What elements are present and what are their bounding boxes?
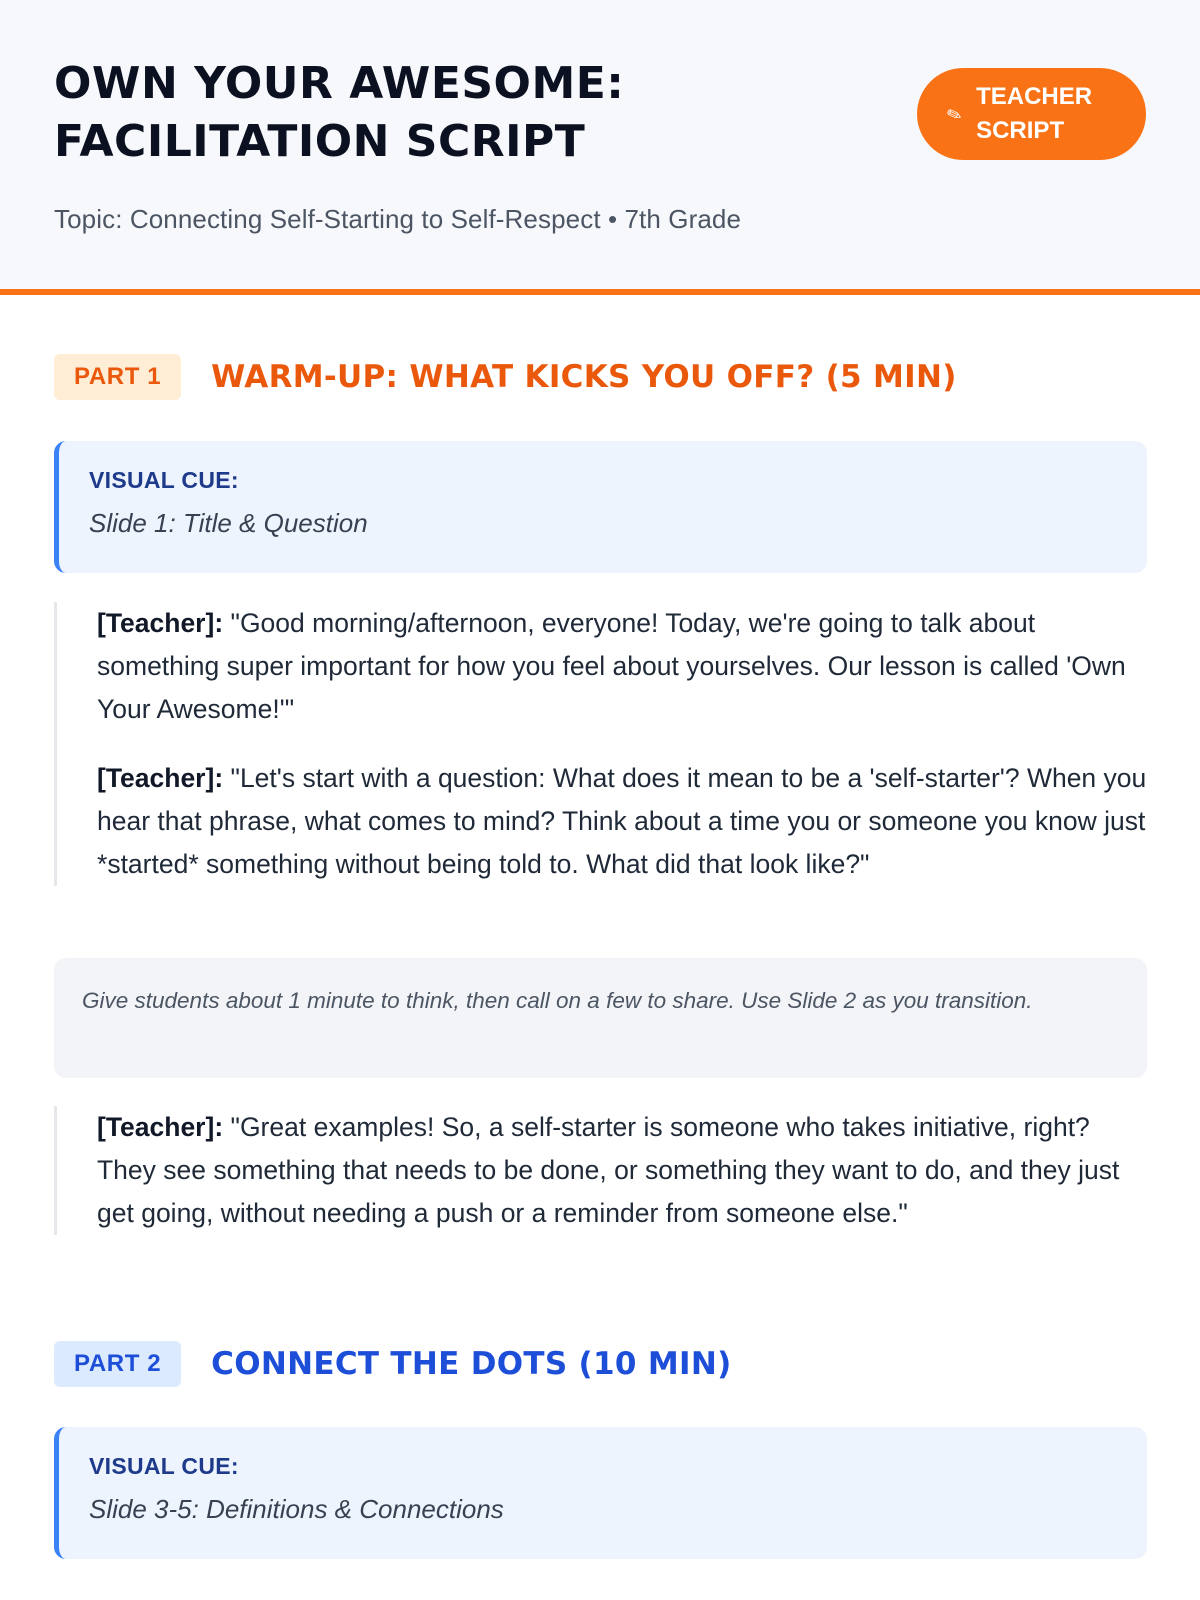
speaker-label: [Teacher]:: [97, 763, 224, 793]
part-1-title: WARM-UP: WHAT KICKS YOU OFF? (5 MIN): [211, 359, 957, 395]
page-header: [0, 0, 1200, 295]
script-text: "Let's start with a question: What does it mean to be a 'self-starter'? When you hear that phrase, what comes to mind? Think about a time you or someone you know just *started* something without being told to. What did that look like?": [97, 763, 1147, 879]
part-1-heading: [54, 354, 957, 400]
visual-cue-label: VISUAL CUE:: [89, 467, 239, 493]
speaker-label: [Teacher]:: [97, 608, 224, 638]
part-2-pill: PART 2: [54, 1341, 181, 1387]
script-paragraph: [97, 757, 1147, 886]
pencil-icon: ✎: [943, 102, 965, 127]
visual-cue-text: Slide 1: Title & Question: [89, 508, 368, 538]
visual-cue-box: [54, 1427, 1147, 1559]
part-2-title: CONNECT THE DOTS (10 MIN): [211, 1346, 732, 1382]
visual-cue-box: [54, 441, 1147, 573]
speaker-label: [Teacher]:: [97, 1112, 224, 1142]
part-2-heading: [54, 1341, 732, 1387]
teacher-script-block: [54, 1106, 1147, 1235]
script-paragraph: [97, 602, 1147, 731]
page-title: [54, 55, 814, 171]
facilitator-note: Give students about 1 minute to think, then call on a few to share. Use Slide 2 as you transition.: [54, 958, 1147, 1078]
script-text: "Good morning/afternoon, everyone! Today, we're going to talk about something super important for how you feel about yourselves. Our lesson is called 'Own Your Awesome!'": [97, 608, 1126, 724]
teacher-script-block: [54, 602, 1147, 886]
title-line-1: OWN YOUR AWESOME:: [54, 58, 625, 109]
visual-cue-label: VISUAL CUE:: [89, 1453, 239, 1479]
script-text: "Great examples! So, a self-starter is someone who takes initiative, right? They see something that needs to be done, or something they want to do, and they just get going, without needing a push or a reminder from someone else.": [97, 1112, 1120, 1228]
badge-label: TEACHER SCRIPT: [976, 83, 1093, 144]
teacher-script-badge: [917, 68, 1146, 160]
title-line-2: FACILITATION SCRIPT: [54, 116, 586, 167]
page-subtitle: Topic: Connecting Self-Starting to Self-Respect • 7th Grade: [54, 204, 742, 234]
part-1-pill: PART 1: [54, 354, 181, 400]
script-paragraph: [97, 1106, 1147, 1235]
visual-cue-text: Slide 3-5: Definitions & Connections: [89, 1494, 504, 1524]
